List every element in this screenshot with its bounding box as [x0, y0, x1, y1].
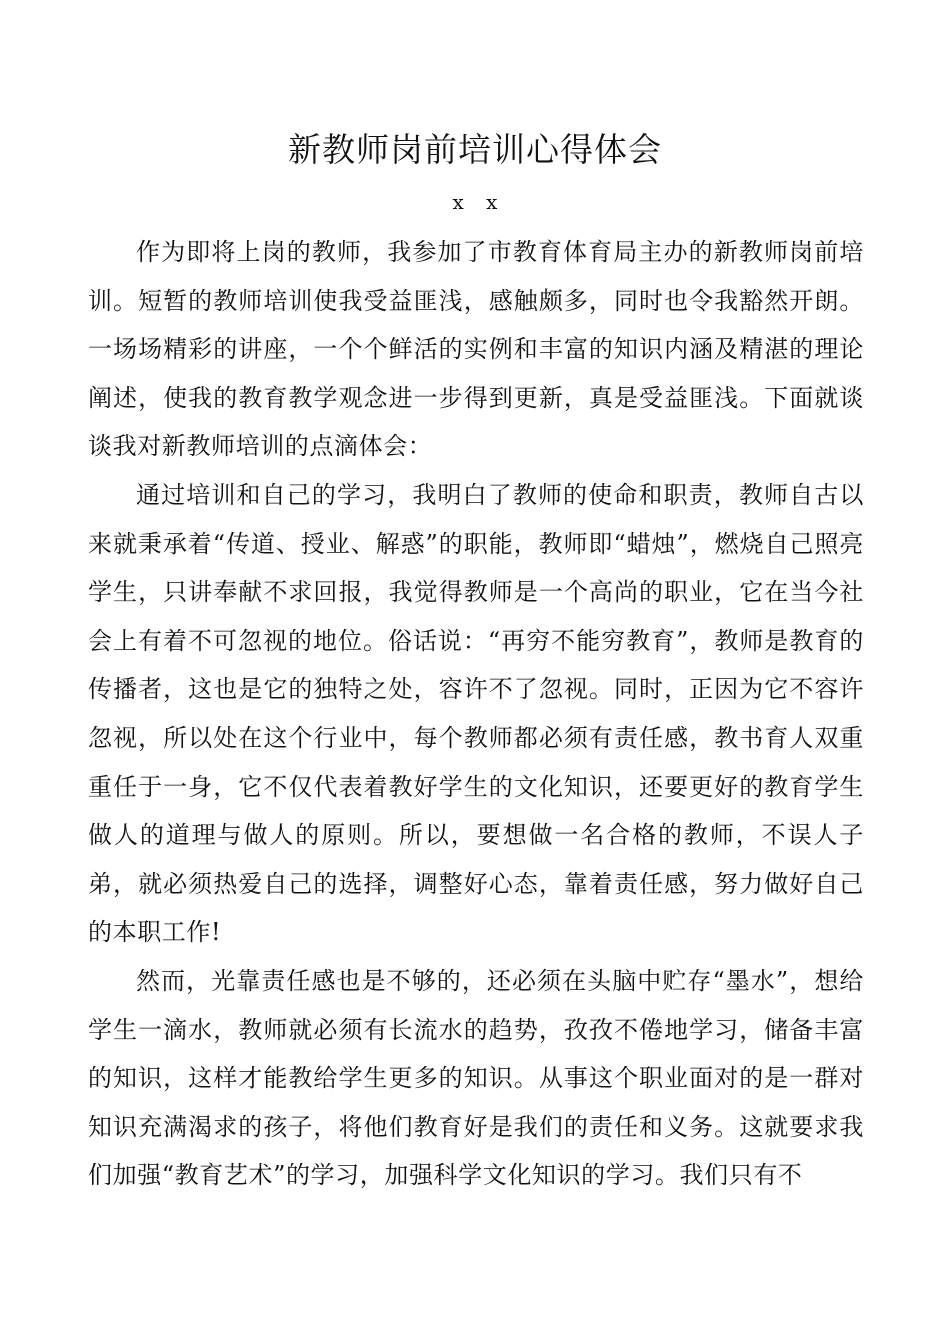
document-body — [88, 228, 864, 1200]
document-author: x x — [452, 190, 506, 214]
paragraph-teacher-mission: 通过培训和自己的学习，我明白了教师的使命和职责，教师自古以来就秉承着“传道、授业、解惑”的职能，教师即“蜡烛”，燃烧自己照亮学生，只讲奉献不求回报，我觉得教师是一个高尚的职业，它在当今社会上有着不可忽视的地位。俗话说：“再穷不能穷教育”，教师是教育的传播者，这也是它的独特之处，容许不了忽视。同时，正因为它不容许忽视，所以处在这个行业中，每个教师都必须有责任感，教书育人双重重任于一身，它不仅代表着教好学生的文化知识，还要更好的教育学生做人的道理与做人的原则。所以，要想做一名合格的教师，不误人子弟，就必须热爱自己的选择，调整好心态，靠着责任感，努力做好自己的本职工作! — [88, 480, 864, 947]
paragraph-knowledge: 然而，光靠责任感也是不够的，还必须在头脑中贮存“墨水”，想给学生一滴水，教师就必须有长流水的趋势，孜孜不倦地学习，储备丰富的知识，这样才能教给学生更多的知识。从事这个职业面对的是一群对知识充满渴求的孩子，将他们教育好是我们的责任和义务。这就要求我们加强“教育艺术”的学习，加强科学文化知识的学习。我们只有不 — [88, 966, 864, 1190]
paragraph-intro: 作为即将上岗的教师，我参加了市教育体育局主办的新教师岗前培训。短暂的教师培训使我受益匪浅，感触颇多，同时也令我豁然开朗。一场场精彩的讲座，一个个鲜活的实例和丰富的知识内涵及精湛的理论阐述，使我的教育教学观念进一步得到更新，真是受益匪浅。下面就谈谈我对新教师培训的点滴体会： — [88, 238, 864, 461]
document-title: 新教师岗前培训心得体会 — [288, 130, 662, 169]
